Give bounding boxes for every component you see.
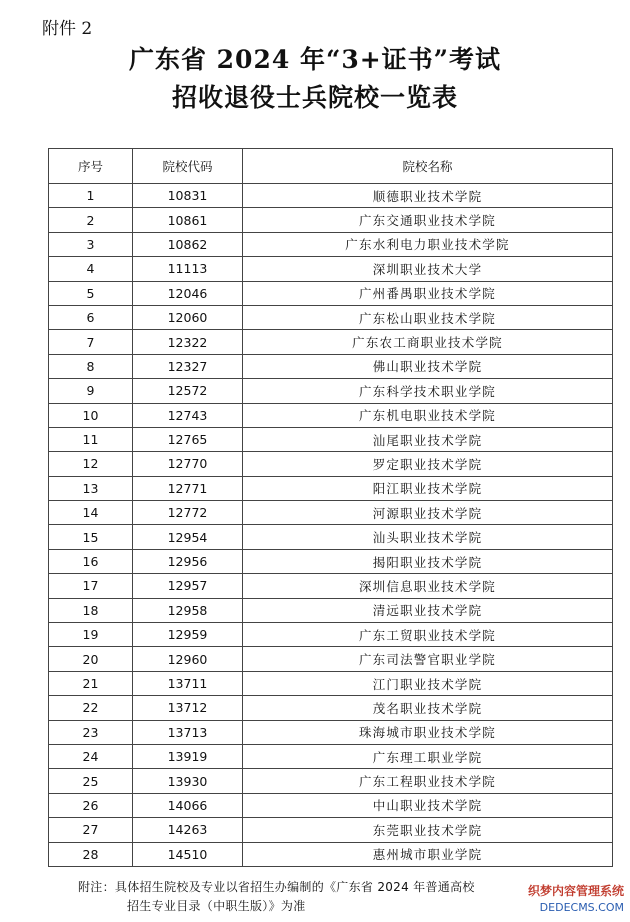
footnote-line-2: 招生专业目录（中职生版）》为准 <box>127 899 306 913</box>
row-school-name: 珠海城市职业技术学院 <box>243 720 613 744</box>
row-code: 12958 <box>133 598 243 622</box>
header-code: 院校代码 <box>133 149 243 184</box>
row-index: 6 <box>49 305 133 329</box>
row-index: 9 <box>49 379 133 403</box>
row-code: 10861 <box>133 208 243 232</box>
row-school-name: 汕头职业技术学院 <box>243 525 613 549</box>
header-index: 序号 <box>49 149 133 184</box>
row-school-name: 广东机电职业技术学院 <box>243 403 613 427</box>
row-code: 13930 <box>133 769 243 793</box>
table-row <box>49 549 613 573</box>
row-school-name: 广东科学技术职业学院 <box>243 379 613 403</box>
row-school-name: 广东理工职业学院 <box>243 744 613 768</box>
table-row <box>49 330 613 354</box>
row-school-name: 广东松山职业技术学院 <box>243 305 613 329</box>
table-row <box>49 671 613 695</box>
watermark <box>512 882 624 920</box>
row-school-name: 广东司法警官职业学院 <box>243 647 613 671</box>
row-code: 13711 <box>133 671 243 695</box>
row-school-name: 广东交通职业技术学院 <box>243 208 613 232</box>
row-code: 11113 <box>133 257 243 281</box>
row-code: 12771 <box>133 476 243 500</box>
row-index: 5 <box>49 281 133 305</box>
row-school-name: 中山职业技术学院 <box>243 793 613 817</box>
table-row <box>49 793 613 817</box>
table-row <box>49 184 613 208</box>
table-row <box>49 818 613 842</box>
table-row <box>49 574 613 598</box>
table-row <box>49 598 613 622</box>
table-row <box>49 281 613 305</box>
row-code: 13713 <box>133 720 243 744</box>
row-code: 12743 <box>133 403 243 427</box>
row-index: 10 <box>49 403 133 427</box>
row-code: 12959 <box>133 623 243 647</box>
row-index: 12 <box>49 452 133 476</box>
row-index: 21 <box>49 671 133 695</box>
row-school-name: 深圳信息职业技术学院 <box>243 574 613 598</box>
row-code: 12957 <box>133 574 243 598</box>
row-code: 14510 <box>133 842 243 866</box>
row-code: 12954 <box>133 525 243 549</box>
row-school-name: 广州番禺职业技术学院 <box>243 281 613 305</box>
row-code: 12960 <box>133 647 243 671</box>
watermark-line-1: 织梦内容管理系统 <box>527 884 624 898</box>
schools-table <box>48 148 613 867</box>
footnote-line-1: 附注：具体招生院校及专业以省招生办编制的《广东省 2024 年普通高校 <box>78 880 475 894</box>
row-index: 16 <box>49 549 133 573</box>
row-code: 12046 <box>133 281 243 305</box>
row-index: 23 <box>49 720 133 744</box>
row-school-name: 广东水利电力职业技术学院 <box>243 232 613 256</box>
table-row <box>49 744 613 768</box>
row-code: 13919 <box>133 744 243 768</box>
row-code: 12770 <box>133 452 243 476</box>
row-school-name: 揭阳职业技术学院 <box>243 549 613 573</box>
title-line-1: 广东省 2024 年“3+证书”考试 <box>128 45 502 74</box>
table-row <box>49 647 613 671</box>
row-code: 12956 <box>133 549 243 573</box>
row-school-name: 东莞职业技术学院 <box>243 818 613 842</box>
row-school-name: 江门职业技术学院 <box>243 671 613 695</box>
table-row <box>49 842 613 866</box>
row-index: 22 <box>49 696 133 720</box>
row-index: 28 <box>49 842 133 866</box>
row-school-name: 广东农工商职业技术学院 <box>243 330 613 354</box>
row-school-name: 广东工程职业技术学院 <box>243 769 613 793</box>
row-code: 14066 <box>133 793 243 817</box>
row-school-name: 阳江职业技术学院 <box>243 476 613 500</box>
row-index: 3 <box>49 232 133 256</box>
row-school-name: 惠州城市职业学院 <box>243 842 613 866</box>
row-school-name: 罗定职业技术学院 <box>243 452 613 476</box>
table-row <box>49 232 613 256</box>
row-index: 24 <box>49 744 133 768</box>
row-index: 1 <box>49 184 133 208</box>
table-row <box>49 427 613 451</box>
row-code: 12322 <box>133 330 243 354</box>
attachment-label: 附件 2 <box>42 19 93 39</box>
row-index: 4 <box>49 257 133 281</box>
row-index: 25 <box>49 769 133 793</box>
row-index: 2 <box>49 208 133 232</box>
row-index: 15 <box>49 525 133 549</box>
row-code: 13712 <box>133 696 243 720</box>
row-code: 12060 <box>133 305 243 329</box>
row-index: 13 <box>49 476 133 500</box>
row-index: 19 <box>49 623 133 647</box>
row-school-name: 佛山职业技术学院 <box>243 354 613 378</box>
row-code: 12765 <box>133 427 243 451</box>
watermark-line-2: DEDECMS.COM <box>539 901 624 914</box>
table-row <box>49 501 613 525</box>
row-code: 12572 <box>133 379 243 403</box>
row-code: 12327 <box>133 354 243 378</box>
table-row <box>49 623 613 647</box>
table-row <box>49 696 613 720</box>
table-row <box>49 525 613 549</box>
table-row <box>49 257 613 281</box>
row-school-name: 清远职业技术学院 <box>243 598 613 622</box>
row-index: 11 <box>49 427 133 451</box>
row-school-name: 顺德职业技术学院 <box>243 184 613 208</box>
table-row <box>49 208 613 232</box>
row-school-name: 汕尾职业技术学院 <box>243 427 613 451</box>
row-school-name: 河源职业技术学院 <box>243 501 613 525</box>
title-line-2: 招收退役士兵院校一览表 <box>171 83 458 112</box>
row-index: 7 <box>49 330 133 354</box>
row-index: 8 <box>49 354 133 378</box>
row-index: 17 <box>49 574 133 598</box>
table-row <box>49 769 613 793</box>
row-index: 27 <box>49 818 133 842</box>
row-code: 10831 <box>133 184 243 208</box>
header-name: 院校名称 <box>243 149 613 184</box>
table-row <box>49 305 613 329</box>
row-code: 10862 <box>133 232 243 256</box>
row-code: 12772 <box>133 501 243 525</box>
table-row <box>49 379 613 403</box>
row-code: 14263 <box>133 818 243 842</box>
row-index: 20 <box>49 647 133 671</box>
row-index: 14 <box>49 501 133 525</box>
table-row <box>49 354 613 378</box>
table-row <box>49 476 613 500</box>
table-header-row <box>49 149 613 184</box>
row-school-name: 茂名职业技术学院 <box>243 696 613 720</box>
row-index: 18 <box>49 598 133 622</box>
table-row <box>49 452 613 476</box>
row-school-name: 广东工贸职业技术学院 <box>243 623 613 647</box>
table-row <box>49 720 613 744</box>
row-index: 26 <box>49 793 133 817</box>
table-row <box>49 403 613 427</box>
row-school-name: 深圳职业技术大学 <box>243 257 613 281</box>
